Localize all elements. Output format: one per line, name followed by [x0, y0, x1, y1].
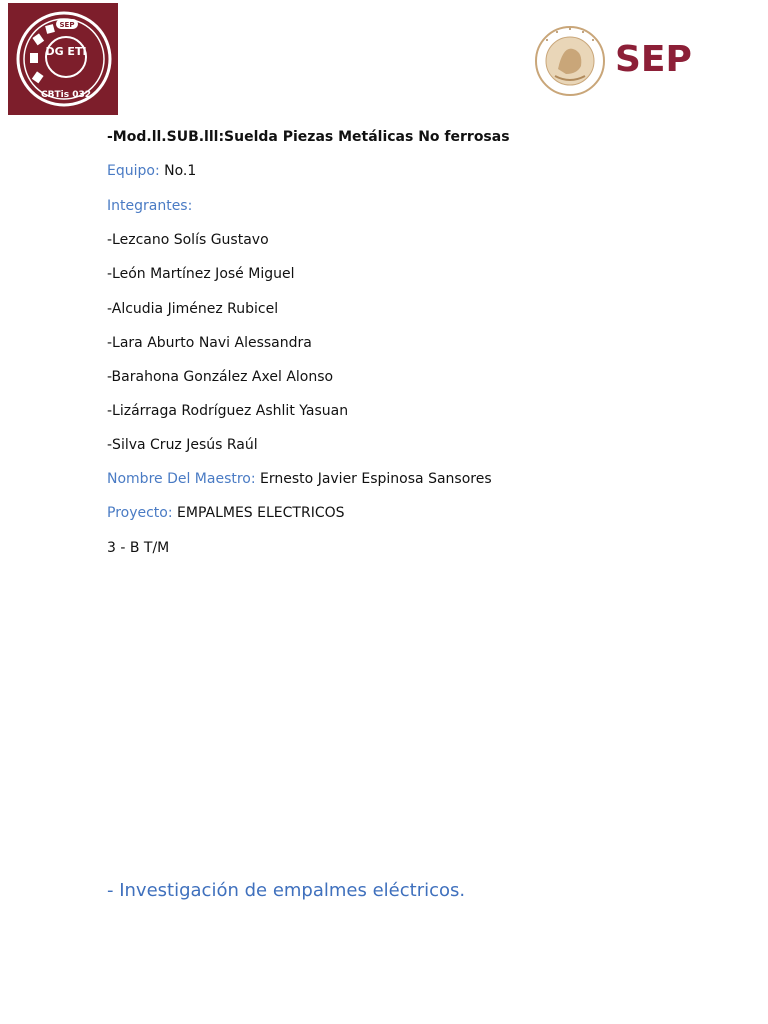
seal-top-text: SEP	[59, 21, 75, 29]
mexican-seal-icon	[533, 24, 607, 98]
member-item: -Alcudia Jiménez Rubicel	[107, 301, 279, 317]
sep-brand-text: SEP	[615, 39, 692, 80]
members-label: Integrantes:	[107, 198, 193, 214]
member-item: -León Martínez José Miguel	[107, 266, 295, 282]
member-item: -Lara Aburto Navi Alessandra	[107, 335, 312, 351]
teacher-value: Ernesto Javier Espinosa Sansores	[260, 471, 492, 487]
sep-logo	[533, 24, 723, 100]
document-title: -Mod.ll.SUB.lll:Suelda Piezas Metálicas No ferrosas	[107, 129, 510, 145]
member-item: -Barahona González Axel Alonso	[107, 369, 334, 385]
seal-caption: CBTis 032	[41, 90, 91, 100]
member-item: -Lizárraga Rodríguez Ashlit Yasuan	[107, 403, 349, 419]
team-value: No.1	[164, 163, 197, 179]
teacher-label: Nombre Del Maestro:	[107, 471, 256, 487]
team-line	[107, 162, 196, 180]
cbtis-logo	[8, 3, 118, 115]
footer-subtitle: - Investigación de empalmes eléctricos.	[107, 880, 466, 901]
member-item: -Lezcano Solís Gustavo	[107, 232, 269, 248]
group-line: 3 - B T/M	[107, 540, 170, 556]
cbtis-seal-icon	[8, 3, 118, 115]
team-label: Equipo:	[107, 163, 160, 179]
seal-main-text: DG ETI	[45, 45, 87, 58]
project-label: Proyecto:	[107, 505, 173, 521]
teacher-line	[107, 470, 492, 488]
member-item: -Silva Cruz Jesús Raúl	[107, 437, 258, 453]
project-line	[107, 504, 345, 522]
project-value: EMPALMES ELECTRICOS	[177, 505, 345, 521]
